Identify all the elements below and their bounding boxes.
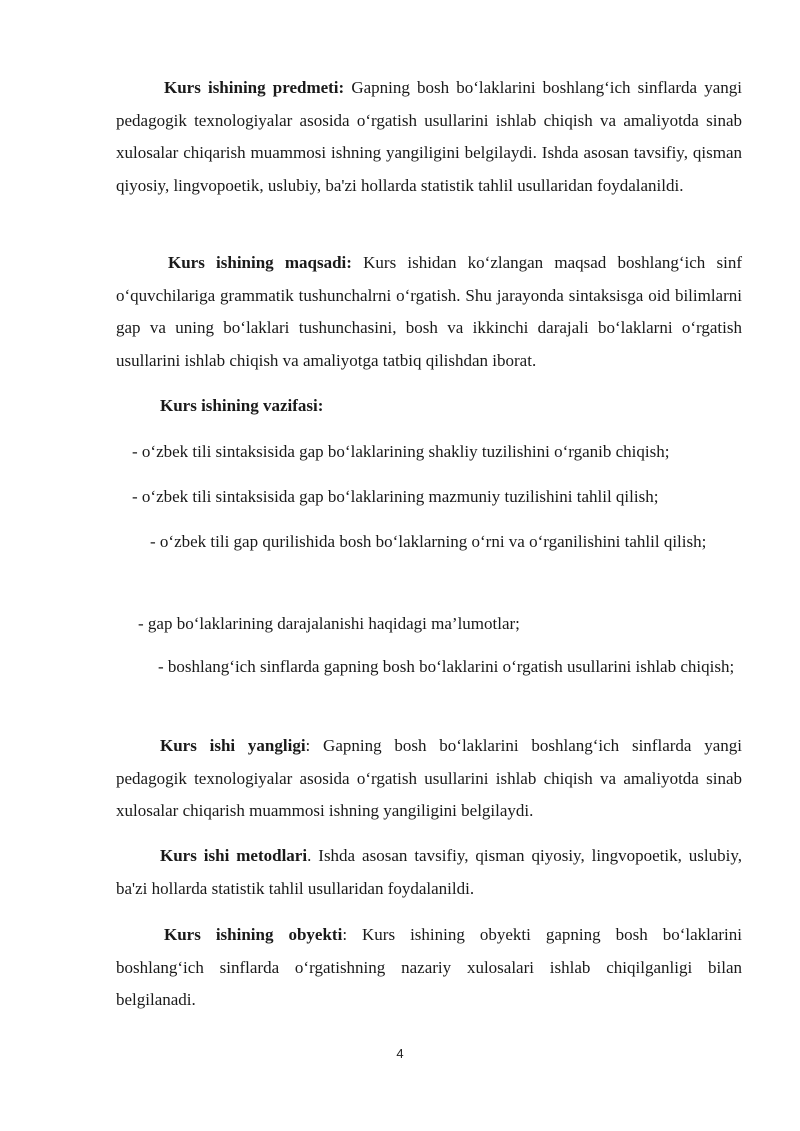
task-5: - boshlang‘ich sinflarda gapning bosh bo‘laklarini o‘rgatish usullarini ishlab chiqish; [158, 657, 735, 676]
list-item [116, 652, 742, 682]
task-2: - o‘zbek tili sintaksisida gap bo‘laklarining mazmuniy tuzilishini tahlil qilish; [132, 487, 659, 506]
paragraph-predmeti [116, 72, 742, 202]
list-item [116, 608, 742, 640]
text-maqsadi: Kurs ishidan ko‘zlangan maqsad boshlang‘ich sinf o‘quvchilariga grammatik tushunchalrni o‘rgatish. Shu jarayonda sintaksisga oid bilimlarni gap va uning bo‘laklari tushunchasini, bosh va ikkinchi darajali bo‘laklarni o‘rgatish usullarini ishlab chiqish va amaliyotga tatbiq qilishdan iborat. [116, 253, 742, 370]
list-item [116, 436, 742, 468]
heading-yangiligi: Kurs ishi yangligi [160, 736, 306, 755]
paragraph-maqsadi [116, 247, 742, 377]
heading-vazifasi: Kurs ishining vazifasi: [160, 396, 324, 415]
paragraph-obyekti [116, 919, 742, 1017]
heading-obyekti: Kurs ishining obyekti [164, 925, 343, 944]
task-3: - o‘zbek tili gap qurilishida bosh bo‘laklarning o‘rni va o‘rganilishini tahlil qilish; [150, 532, 707, 551]
text-metodlari: . Ishda asosan tavsifiy, qisman qiyosiy, lingvopoetik, uslubiy, ba'zi hollarda statistik tahlil usullaridan foydalanildi. [116, 846, 742, 898]
heading-predmeti: Kurs ishining predmeti: [164, 78, 345, 97]
text-obyekti: : Kurs ishining obyekti gapning bosh bo‘laklarini boshlang‘ich sinflarda o‘rgatishning nazariy xulosalari ishlab chiqilganligi bilan belgilanadi. [116, 925, 742, 1009]
heading-metodlari: Kurs ishi metodlari [160, 846, 308, 865]
task-4: - gap bo‘laklarining darajalanishi haqidagi ma’lumotlar; [138, 614, 520, 633]
list-item [116, 527, 742, 556]
paragraph-metodlari [116, 840, 742, 905]
paragraph-vazifasi [116, 390, 742, 423]
task-1: - o‘zbek tili sintaksisida gap bo‘laklarining shakliy tuzilishini o‘rganib chiqish; [132, 442, 670, 461]
heading-maqsadi: Kurs ishining maqsadi: [168, 253, 352, 272]
page-number: 4 [396, 1046, 404, 1061]
paragraph-yangiligi [116, 730, 742, 828]
text-predmeti: Gapning bosh bo‘laklarini boshlang‘ich sinflarda yangi pedagogik texnologiyalar asosida o‘rgatish usullarini ishlab chiqish va amaliyotda sinab xulosalar chiqarish muammosi ishning yangiligini belgilaydi. Ishda asosan tavsifiy, qisman qiyosiy, lingvopoetik, uslubiy, ba'zi hollarda statistik tahlil usullaridan foydalanildi. [116, 78, 743, 195]
text-yangiligi: : Gapning bosh bo‘laklarini boshlang‘ich sinflarda yangi pedagogik texnologiyalar asosida o‘rgatish usullarini ishlab chiqish va amaliyotda sinab xulosalar chiqarish muammosi ishning yangiligini belgilaydi. [116, 736, 742, 820]
list-item [116, 481, 742, 513]
